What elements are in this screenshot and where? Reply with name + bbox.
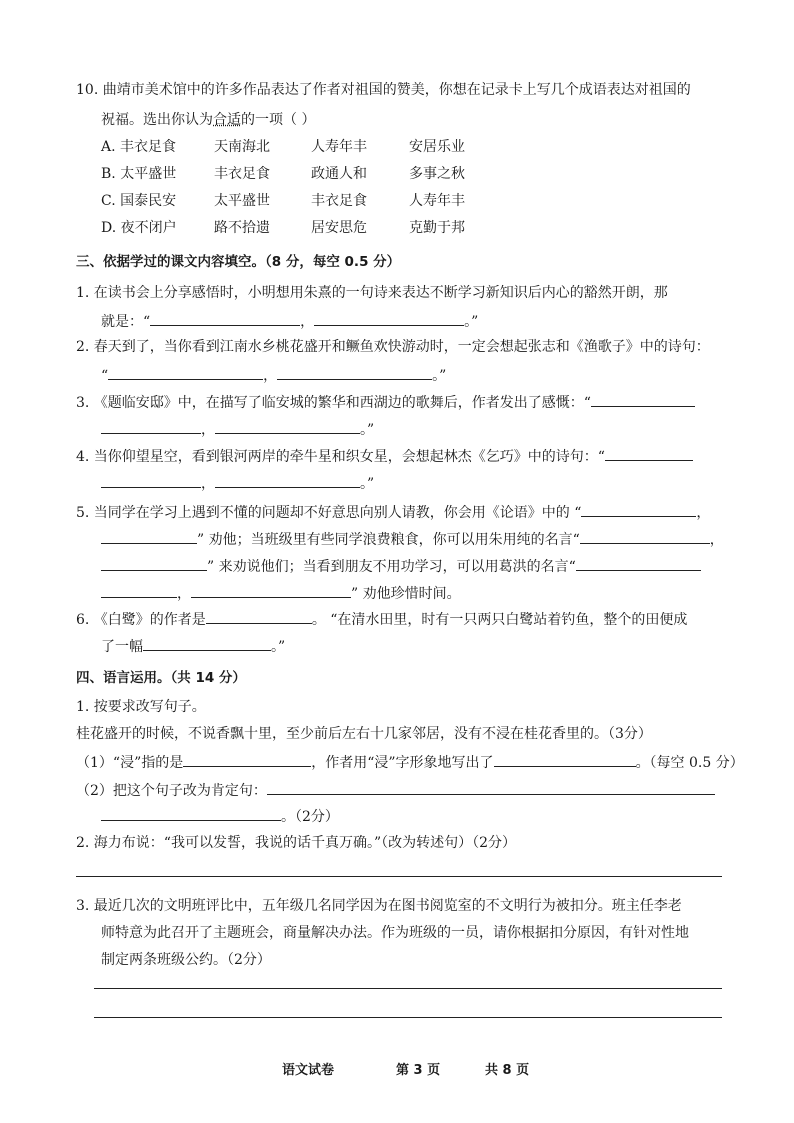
s3-q1-line2 (101, 310, 478, 332)
s4-q3-line1: 3. 最近几次的文明班评比中，五年级几名同学因为在图书阅览室的不文明行为被扣分。班主任李老 (76, 898, 682, 914)
sub1-text: （1）“浸”指的是 (76, 755, 184, 771)
separator: ， (300, 314, 315, 330)
s3-q5-line1 (76, 501, 710, 523)
answer-blank[interactable] (267, 779, 715, 795)
answer-blank[interactable] (101, 528, 197, 544)
q10-line2-prefix: 祝福。选出你认为 (101, 112, 213, 128)
option-a-c3: 人寿年丰 (311, 139, 367, 155)
option-b-c3: 政通人和 (311, 166, 367, 182)
answer-blank[interactable] (215, 418, 360, 434)
quote-close: 。” (432, 368, 447, 384)
s3-q6-line2 (101, 635, 285, 657)
answer-blank[interactable] (591, 391, 695, 407)
answer-blank[interactable] (191, 582, 351, 598)
s4-q3-line2: 师特意为此召开了主题班会，商量解决办法。作为班级的一员，请你根据扣分原因，有针对性地 (101, 925, 689, 941)
option-c-c2: 太平盛世 (214, 193, 270, 209)
option-d-c4: 克勤于邦 (409, 220, 465, 236)
footer-page: 第 3 页 (396, 1063, 441, 1078)
s3-q5-line2 (101, 528, 724, 550)
s3-q4-line2 (101, 472, 374, 494)
option-a-c2: 天南海北 (214, 139, 270, 155)
s4-q2: 2. 海力布说：“我可以发誓，我说的话千真万确。”（改为转述句）（2分） (76, 835, 517, 851)
answer-blank[interactable] (101, 555, 207, 571)
option-b-c2: 丰衣足食 (214, 166, 270, 182)
answer-blank[interactable] (101, 805, 281, 821)
quote-close: 。” (464, 314, 479, 330)
sub2-text: （2）把这个句子改为肯定句： (76, 783, 267, 799)
answer-blank[interactable] (277, 364, 432, 380)
separator: ， (696, 505, 711, 521)
option-d-c2: 路不拾遗 (214, 220, 270, 236)
answer-blank[interactable] (183, 751, 311, 767)
option-d-label[interactable]: D. 夜不闭户 (101, 220, 177, 236)
separator: ， (201, 422, 215, 438)
quote-open: “ (101, 368, 109, 384)
answer-blank[interactable] (605, 445, 693, 461)
answer-blank[interactable] (101, 582, 177, 598)
answer-blank[interactable] (580, 528, 710, 544)
s3-q2-line1: 2. 春天到了，当你看到江南水乡桃花盛开和鳜鱼欢快游动时，一定会想起张志和《渔歌子》中的诗句： (76, 339, 710, 355)
s4-sub2 (76, 779, 715, 801)
answer-blank[interactable] (143, 635, 271, 651)
q10-dotted-word: 合适 (213, 112, 241, 128)
s3-q5-line3 (101, 555, 701, 577)
answer-blank[interactable] (206, 608, 312, 624)
option-c-c4: 人寿年丰 (409, 193, 465, 209)
option-b-label[interactable]: B. 太平盛世 (101, 166, 177, 182)
sub1-text3: 。（每空 0.5 分） (635, 755, 744, 771)
answer-line[interactable] (94, 988, 722, 989)
q10-line2 (101, 110, 315, 130)
s4-q3-line3: 制定两条班级公约。（2分） (101, 952, 271, 968)
separator: ， (709, 532, 724, 548)
separator: ， (201, 476, 215, 492)
option-b-c4: 多事之秋 (409, 166, 465, 182)
answer-blank[interactable] (215, 472, 360, 488)
option-a-label[interactable]: A. 丰衣足食 (101, 139, 177, 155)
sub2-end: 。（2分） (281, 809, 339, 825)
answer-line[interactable] (94, 1017, 722, 1018)
separator: ， (177, 586, 191, 602)
answer-blank[interactable] (101, 418, 201, 434)
answer-blank[interactable] (150, 310, 300, 326)
option-c-c3: 丰衣足食 (311, 193, 367, 209)
s3-q3-line2 (101, 418, 374, 440)
q5-text3: ” 来劝说他们；当看到朋友不用功学习，可以用葛洪的名言“ (207, 559, 576, 575)
s4-sub2-line2 (101, 805, 339, 827)
s4-sub1 (76, 751, 744, 773)
answer-blank[interactable] (576, 555, 701, 571)
quote-close: 。” (271, 639, 286, 655)
q3-text: 3. 《题临安邸》中，在描写了临安城的繁华和西湖边的歌舞后，作者发出了感慨：“ (76, 395, 591, 411)
q4-text: 4. 当你仰望星空，看到银河两岸的牵牛星和织女星，会想起林杰《乞巧》中的诗句：“ (76, 449, 605, 465)
option-a-c4: 安居乐业 (409, 139, 465, 155)
s3-q2-line2 (101, 364, 446, 386)
footer-total: 共 8 页 (485, 1063, 530, 1078)
answer-blank[interactable] (314, 310, 464, 326)
s3-q3-line1 (76, 391, 695, 413)
q10-line2-suffix: 的一项（ ） (241, 112, 316, 128)
s3-q6-line1 (76, 608, 687, 630)
answer-blank[interactable] (581, 501, 696, 517)
q5-text2: ” 劝他；当班级里有些同学浪费粮食，你可以用朱用纯的名言“ (197, 532, 580, 548)
answer-blank[interactable] (494, 751, 636, 767)
s3-q4-line1 (76, 445, 693, 467)
q6-text: 6. 《白鹭》的作者是 (76, 612, 206, 628)
q10-line1: 10. 曲靖市美术馆中的许多作品表达了作者对祖国的赞美，你想在记录卡上写几个成语表达对祖国的 (76, 82, 691, 98)
quote-close: 。” (360, 422, 375, 438)
s3-q5-line4 (101, 582, 461, 604)
q5-text: 5. 当同学在学习上遇到不懂的问题却不好意思向别人请教，你会用《论语》中的 “ (76, 505, 582, 521)
sub1-text2: ，作者用“浸”字形象地写出了 (311, 755, 494, 771)
q6-text3: 了一幅 (101, 639, 143, 655)
q6-text2: 。 “在清水田里，时有一只两只白鹭站着钓鱼，整个的田便成 (311, 612, 688, 628)
option-c-label[interactable]: C. 国泰民安 (101, 193, 177, 209)
separator: ， (263, 368, 278, 384)
q5-text4: ” 劝他珍惜时间。 (351, 586, 461, 602)
s4-q1-title: 1. 按要求改写句子。 (76, 699, 206, 715)
s4-sentence: 桂花盛开的时候，不说香飘十里，至少前后左右十几家邻居，没有不浸在桂花香里的。（3分） (76, 726, 652, 742)
answer-blank[interactable] (101, 472, 201, 488)
quote-close: 。” (360, 476, 375, 492)
answer-line[interactable] (76, 876, 722, 877)
s3-q1-line1: 1. 在读书会上分享感悟时，小明想用朱熹的一句诗来表达不断学习新知识后内心的豁然开朗，那 (76, 285, 668, 301)
answer-blank[interactable] (108, 364, 263, 380)
footer-subject: 语文试卷 (282, 1063, 335, 1078)
section3-heading: 三、依据学过的课文内容填空。（8 分，每空 0.5 分） (76, 254, 401, 270)
section4-heading: 四、语言运用。（共 14 分） (76, 670, 246, 686)
quote-open: 就是：“ (101, 314, 151, 330)
option-d-c3: 居安思危 (311, 220, 367, 236)
